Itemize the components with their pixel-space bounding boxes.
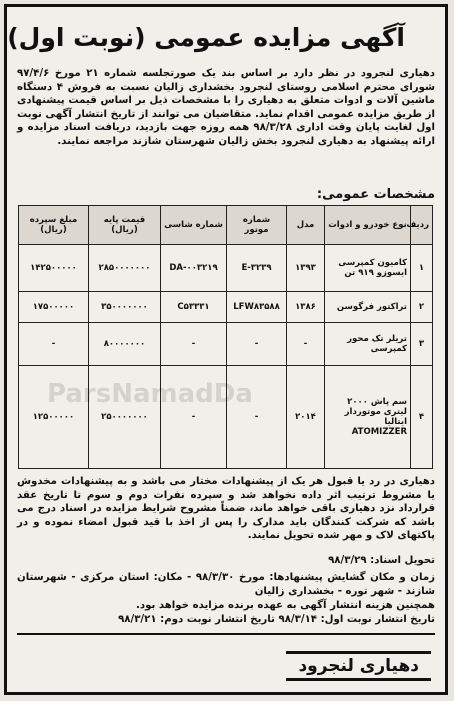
table-header-row xyxy=(19,206,433,245)
table-row xyxy=(19,323,433,366)
header-cell: مدل xyxy=(287,206,325,245)
table-cell: کامیون کمپرسی ایسوزو ۹۱۹ تن xyxy=(325,245,411,292)
table-cell: E-۳۲۳۹ xyxy=(227,245,287,292)
table-cell: ۱ xyxy=(411,245,433,292)
table-cell: ۱۷۵۰۰۰۰۰ xyxy=(19,292,89,323)
table-cell: - xyxy=(227,366,287,469)
signature: دهیاری لنجرود xyxy=(286,651,431,681)
table-cell: C۵۳۳۳۱ xyxy=(161,292,227,323)
opening-info: زمان و مکان گشایش پیشنهادها: مورخ ۹۸/۳/۳۰ - مکان: استان مرکزی - شهرستان شازند - شهر توره - بخشداری زالیان xyxy=(17,572,435,597)
divider xyxy=(17,633,435,635)
header-cell: شماره شاسی xyxy=(161,206,227,245)
table-cell: ۸۰۰۰۰۰۰۰ xyxy=(89,323,161,366)
table-cell: ۱۳۸۶ xyxy=(287,292,325,323)
header-cell: نوع خودرو و ادوات xyxy=(325,206,411,245)
table-cell: ۲۰۱۴ xyxy=(287,366,325,469)
notice-sheet xyxy=(4,4,448,695)
table-cell: ۲۵۰۰۰۰۰۰۰ xyxy=(89,366,161,469)
table-cell: ۳ xyxy=(411,323,433,366)
header-cell: شماره موتور xyxy=(227,206,287,245)
cost-note: همچنین هزینه انتشار آگهی به عهده برنده مزایده خواهد بود. xyxy=(136,600,435,611)
notice-headline: آگهی مزایده عمومی (نوبت اول) xyxy=(7,23,405,52)
table-cell: - xyxy=(287,323,325,366)
table-cell: تراکتور فرگوسن xyxy=(325,292,411,323)
watermark: ParsNamadDa xyxy=(47,379,253,409)
conditions-paragraph: دهیاری در رد یا قبول هر یک از پیشنهادات مختار می باشد و به پیشنهادات مخدوش یا مشروط ترتیب اثر داده نخواهد شد و سپرده نفرات دوم و سوم تا تاریخ عقد قرارداد نزد دهیاری باقی خواهد ماند، ضمناً مشروح شرایط مزایده در اسناد درج می باشد که شرکت کنندگان باید مدارک را پس از اخذ با قید قبول امضاء نموده و در پاکتهای لاک و مهر شده تحویل نمایند. xyxy=(17,476,435,541)
table-cell: ۱۳۹۳ xyxy=(287,245,325,292)
table-cell: - xyxy=(161,323,227,366)
table-row xyxy=(19,292,433,323)
intro-paragraph: دهیاری لنجرود در نظر دارد بر اساس بند یک صورتجلسه شماره ۲۱ مورخ ۹۷/۴/۶ شورای محترم اسلامی روستای لنجرود بخشداری زالیان نسبت به فروش ۴ دستگاه ماشین آلات و ادوات متعلق به دهیاری را با مشخصات ذیل بر اساس قیمت پیشنهادی از طریق مزایده عمومی اقدام نماید. متقاضیان می توانند از تاریخ انتشار آگهی نوبت اول لغایت پایان وقت اداری ۹۸/۳/۲۸ همه روزه جهت بازدید، دریافت اسناد مزایده و ارائه پیشنهاد به دهیاری لنجرود بخش زالیان شهرستان شازند مراجعه نمایند. xyxy=(17,68,436,147)
header-cell: مبلغ سپرده (ریال) xyxy=(19,206,89,245)
delivery-date: تحویل اسناد: ۹۸/۳/۲۹ xyxy=(328,555,435,566)
table-cell: ۲ xyxy=(411,292,433,323)
items-table xyxy=(18,205,433,469)
table-cell: ۱۲۵۰۰۰۰۰ xyxy=(19,366,89,469)
table-cell: ۳۵۰۰۰۰۰۰۰ xyxy=(89,292,161,323)
table-cell: ۴ xyxy=(411,366,433,469)
table-cell: - xyxy=(161,366,227,469)
header-cell: ردیف xyxy=(411,206,433,245)
table-cell: ۱۴۲۵۰۰۰۰۰ xyxy=(19,245,89,292)
specs-title: مشخصات عمومی: xyxy=(316,187,435,202)
table-cell: - xyxy=(19,323,89,366)
table-cell: سم پاش ۲۰۰۰ لیتری موتوردار ایتالیا ATOMIZZER xyxy=(325,366,411,469)
table-cell: تریلر تک محور کمپرسی xyxy=(325,323,411,366)
table-cell: ۲۸۵۰۰۰۰۰۰۰ xyxy=(89,245,161,292)
table-cell: - xyxy=(227,323,287,366)
publication-dates: تاریخ انتشار نوبت اول: ۹۸/۳/۱۴ تاریخ انتشار نوبت دوم: ۹۸/۳/۲۱ xyxy=(118,614,435,625)
header-cell: قیمت پایه (ریال) xyxy=(89,206,161,245)
table-cell: DA-۰۰۳۲۱۹ xyxy=(161,245,227,292)
table-row xyxy=(19,245,433,292)
table-cell: LFW۸۳۵۸۸ xyxy=(227,292,287,323)
